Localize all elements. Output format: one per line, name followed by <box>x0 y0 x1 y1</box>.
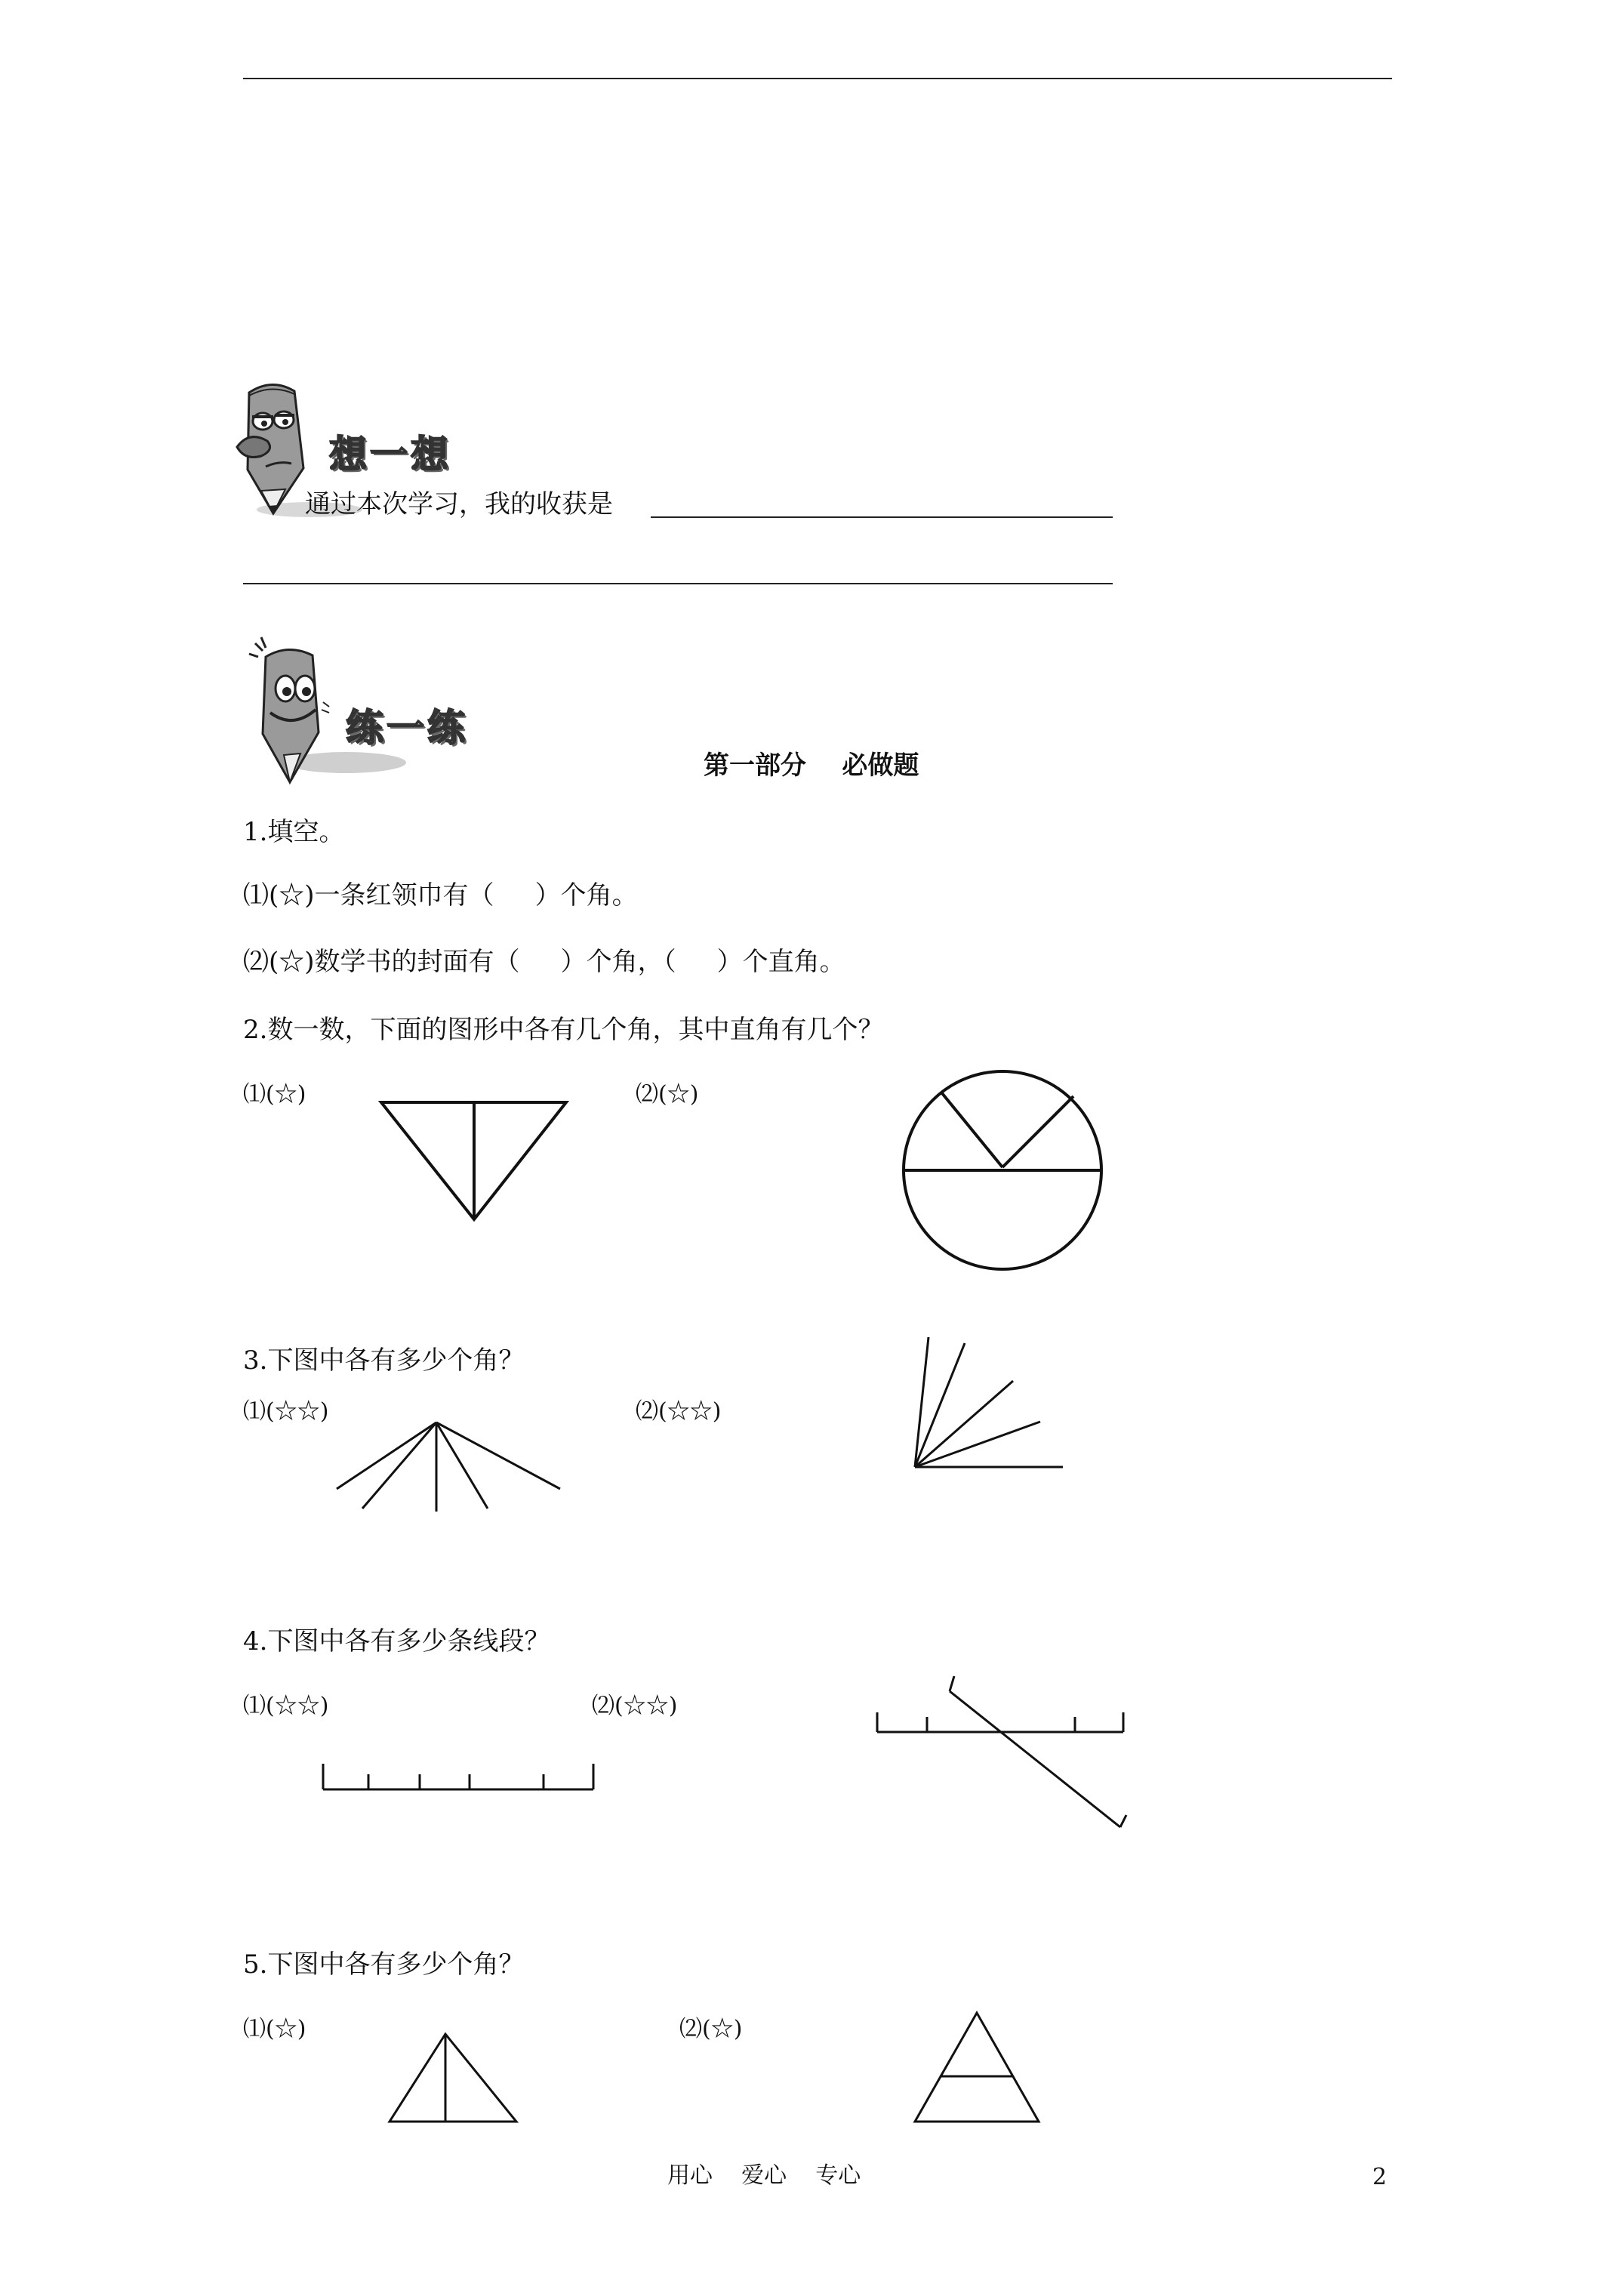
q4-figure-crossing <box>868 1669 1132 1842</box>
q5-label-1: ⑴(☆) <box>243 2016 306 2042</box>
q3-label-2: ⑵(☆☆) <box>636 1398 722 1425</box>
reflect-prompt: 通过本次学习，我的收获是 <box>305 489 613 519</box>
q2-label-1: ⑴(☆) <box>243 1081 306 1108</box>
page-number: 2 <box>1372 2164 1387 2190</box>
q1-item-1: ⑴(☆)一条红领巾有（ ）个角。 <box>243 880 638 911</box>
q1-item-2: ⑵(☆)数学书的封面有（ ）个角，（ ）个直角。 <box>243 947 845 977</box>
practice-banner: 练一练 <box>346 705 468 750</box>
q2-label-2: ⑵(☆) <box>636 1081 699 1108</box>
q2-title: 2.数一数，下面的图形中各有几个角，其中直角有几个？ <box>243 1015 884 1045</box>
q2-figure-circle <box>898 1065 1110 1276</box>
q1-title: 1.填空。 <box>243 817 345 847</box>
header-rule <box>243 78 1392 79</box>
q3-title: 3.下图中各有多少个角？ <box>243 1345 525 1376</box>
q3-figure-fan-down <box>332 1419 566 1518</box>
footer-motto: 用心 爱心 专心 <box>667 2162 861 2189</box>
reflect-banner: 想一想 <box>329 432 451 476</box>
q5-label-2: ⑵(☆) <box>679 2016 743 2042</box>
q3-figure-fan-corner <box>906 1333 1072 1484</box>
q2-figure-triangle <box>377 1099 574 1227</box>
q4-title: 4.下图中各有多少条线段？ <box>243 1626 550 1657</box>
q5-title: 5.下图中各有多少个角？ <box>243 1949 525 1980</box>
reflect-answer-line-2[interactable] <box>243 551 1113 584</box>
q5-figure-split-triangle <box>385 2029 521 2128</box>
q4-figure-segments <box>317 1759 601 1797</box>
reflect-answer-line-1[interactable] <box>651 485 1113 518</box>
q4-label-1: ⑴(☆☆) <box>243 1693 329 1719</box>
q5-figure-banded-triangle <box>910 2008 1043 2126</box>
section-title: 第一部分 必做题 <box>704 750 919 781</box>
q4-label-2: ⑵(☆☆) <box>592 1693 678 1719</box>
q3-label-1: ⑴(☆☆) <box>243 1398 329 1425</box>
